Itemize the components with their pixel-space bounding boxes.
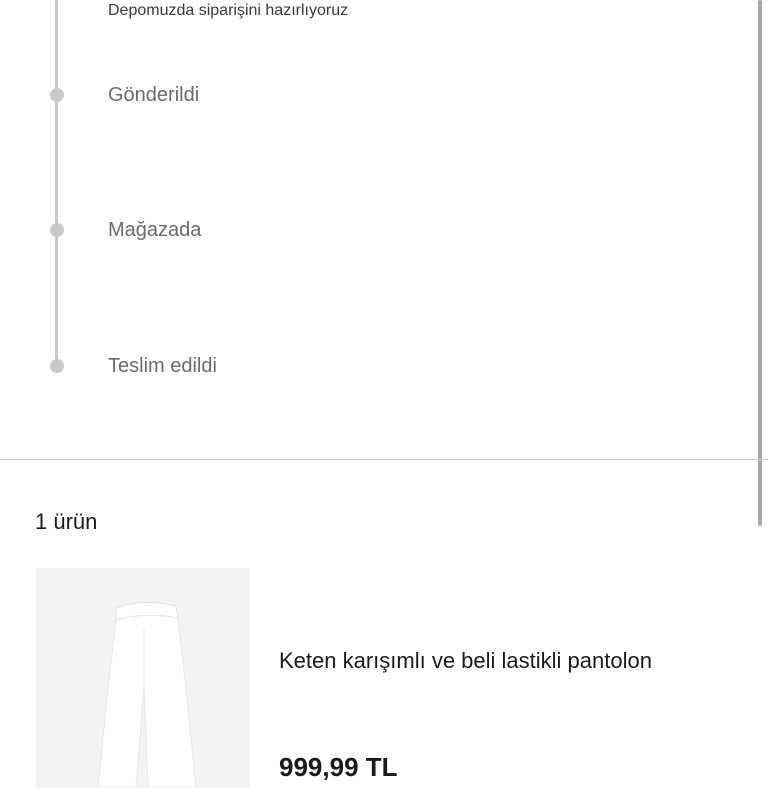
- section-divider: [0, 459, 768, 460]
- product-name[interactable]: Keten karışımlı ve beli lastikli pantolon: [279, 648, 652, 673]
- step-dot-shipped: [50, 88, 64, 102]
- pants-image: [36, 568, 250, 788]
- step-label-delivered: Teslim edildi: [108, 355, 217, 377]
- timeline-line: [55, 0, 58, 366]
- product-image[interactable]: [36, 568, 250, 788]
- step-dot-delivered: [50, 359, 64, 373]
- items-count-heading: 1 ürün: [35, 509, 98, 534]
- step-label-in-store: Mağazada: [108, 219, 202, 241]
- product-price: 999,99 TL: [279, 752, 398, 782]
- step-dot-in-store: [50, 223, 64, 237]
- scrollbar[interactable]: [758, 0, 762, 526]
- step-detail-preparing: Depomuzda siparişini hazırlıyoruz: [108, 2, 349, 19]
- step-label-shipped: Gönderildi: [108, 84, 200, 106]
